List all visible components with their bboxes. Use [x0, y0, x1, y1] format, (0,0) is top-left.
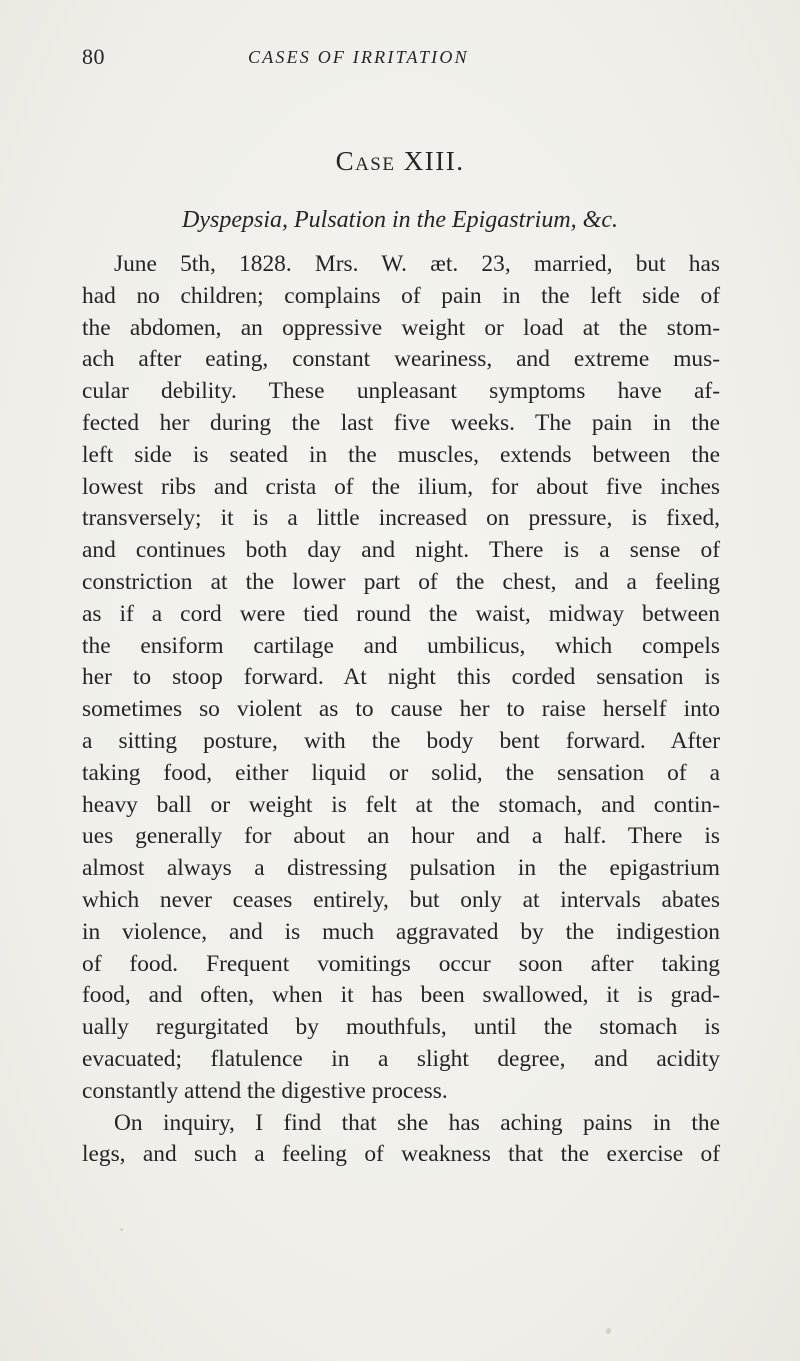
case-title: Case XIII.: [335, 146, 465, 176]
text-line: and continues both day and night. There is a sense of: [82, 537, 720, 564]
text-line: constantly attend the digestive process.: [82, 1077, 448, 1104]
case-subtitle: Dyspepsia, Pulsation in the Epigastrium, &c.: [182, 207, 618, 233]
text-line: lowest ribs and crista of the ilium, for about five inches: [82, 473, 720, 500]
text-line: sometimes so violent as to cause her to raise herself into: [82, 696, 720, 723]
text-line: almost always a distressing pulsation in the epigastrium: [82, 855, 720, 882]
running-head: [0, 44, 800, 74]
text-line: heavy ball or weight is felt at the stomach, and contin-: [82, 791, 720, 818]
text-line: June 5th, 1828. Mrs. W. æt. 23, married, but has: [114, 251, 720, 277]
text-line: the abdomen, an oppressive weight or load at the stom-: [82, 314, 720, 341]
running-head-title: CASES OF IRRITATION: [248, 47, 469, 67]
text-line: of food. Frequent vomitings occur soon after taking: [82, 950, 720, 977]
body-text: [82, 249, 720, 1171]
paper-speck: [606, 1328, 611, 1334]
text-line: taking food, either liquid or solid, the sensation of a: [82, 759, 720, 786]
text-line: which never ceases entirely, but only at intervals abates: [82, 886, 720, 913]
text-line: had no children; complains of pain in the left side of: [82, 282, 720, 309]
text-line: constriction at the lower part of the chest, and a feeling: [82, 568, 720, 595]
text-line: evacuated; flatulence in a slight degree, and acidity: [82, 1045, 720, 1072]
text-line: ach after eating, constant weariness, and extreme mus-: [82, 346, 720, 373]
text-line: cular debility. These unpleasant symptoms have af-: [82, 378, 720, 405]
text-line: legs, and such a feeling of weakness that the exercise of: [82, 1141, 720, 1168]
text-line: transversely; it is a little increased on pressure, is fixed,: [82, 505, 720, 532]
text-line: ually regurgitated by mouthfuls, until the stomach is: [82, 1014, 720, 1041]
text-line: a sitting posture, with the body bent forward. After: [82, 727, 720, 754]
text-line: fected her during the last five weeks. The pain in the: [82, 409, 720, 436]
page-number: 80: [82, 44, 105, 69]
paper-speck: [120, 1228, 123, 1231]
text-line: her to stoop forward. At night this corded sensation is: [82, 664, 720, 691]
text-line: the ensiform cartilage and umbilicus, which compels: [82, 632, 720, 659]
text-line: ues generally for about an hour and a half. There is: [82, 823, 720, 850]
text-line: On inquiry, I find that she has aching pains in the: [114, 1109, 720, 1136]
text-line: food, and often, when it has been swallowed, it is grad-: [82, 982, 720, 1009]
text-line: as if a cord were tied round the waist, midway between: [82, 600, 720, 627]
text-line: in violence, and is much aggravated by the indigestion: [82, 918, 720, 945]
text-line: left side is seated in the muscles, extends between the: [82, 441, 720, 468]
